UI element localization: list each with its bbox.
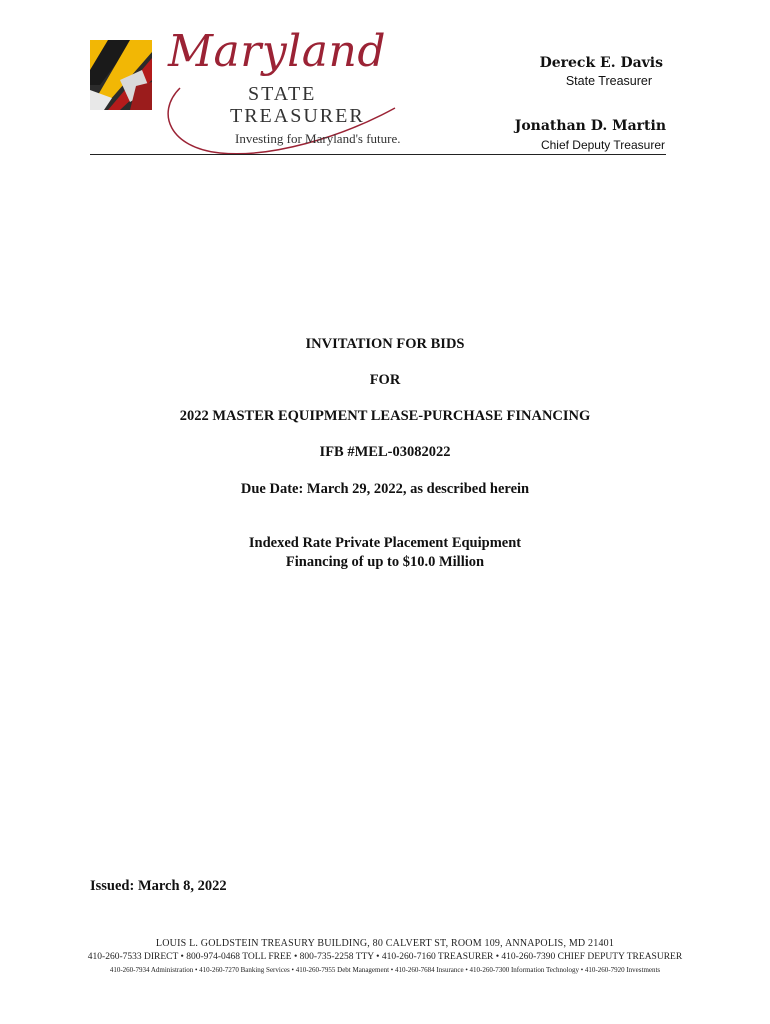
footer-phones: 410-260-7533 DIRECT • 800-974-0468 TOLL FREE • 800-735-2258 TTY • 410-260-7160 TREASURER • 410-260-7390 CHIEF DEPUTY TREASURER [87,952,683,962]
official-name-deputy: Jonathan D. Martin [514,118,666,134]
due-date: Due Date: March 29, 2022, as described herein [240,481,530,497]
official-title-treasurer: State Treasurer [565,74,652,88]
description-line-2: Financing of up to $10.0 Million [285,554,485,570]
maryland-flag-icon [90,40,152,110]
logo-treasurer-text: TREASURER [230,105,365,127]
official-title-deputy: Chief Deputy Treasurer [540,138,665,152]
document-subject: 2022 MASTER EQUIPMENT LEASE-PURCHASE FINANCING [179,408,591,424]
header-divider [90,154,666,155]
ifb-number: IFB #MEL-03082022 [319,444,451,460]
footer-departments: 410-260-7934 Administration • 410-260-7270 Banking Services • 410-260-7955 Debt Management • 410-260-7684 Insurance • 410-260-7300 Information Technology • 410-260-7920 Investments [109,966,661,974]
logo-state-text: STATE [248,83,317,105]
maryland-state-treasurer-logo [90,28,420,158]
logo-tagline: Investing for Maryland's future. [235,131,401,146]
official-name-treasurer: Dereck E. Davis [539,55,663,71]
document-heading: INVITATION FOR BIDS [305,336,465,352]
footer-address: LOUIS L. GOLDSTEIN TREASURY BUILDING, 80 CALVERT ST, ROOM 109, ANNAPOLIS, MD 21401 [155,938,615,949]
document-for-line: FOR [369,372,401,388]
issued-date: Issued: March 8, 2022 [90,878,227,894]
logo-script-text: Maryland [168,26,386,77]
description-line-1: Indexed Rate Private Placement Equipment [248,535,522,551]
